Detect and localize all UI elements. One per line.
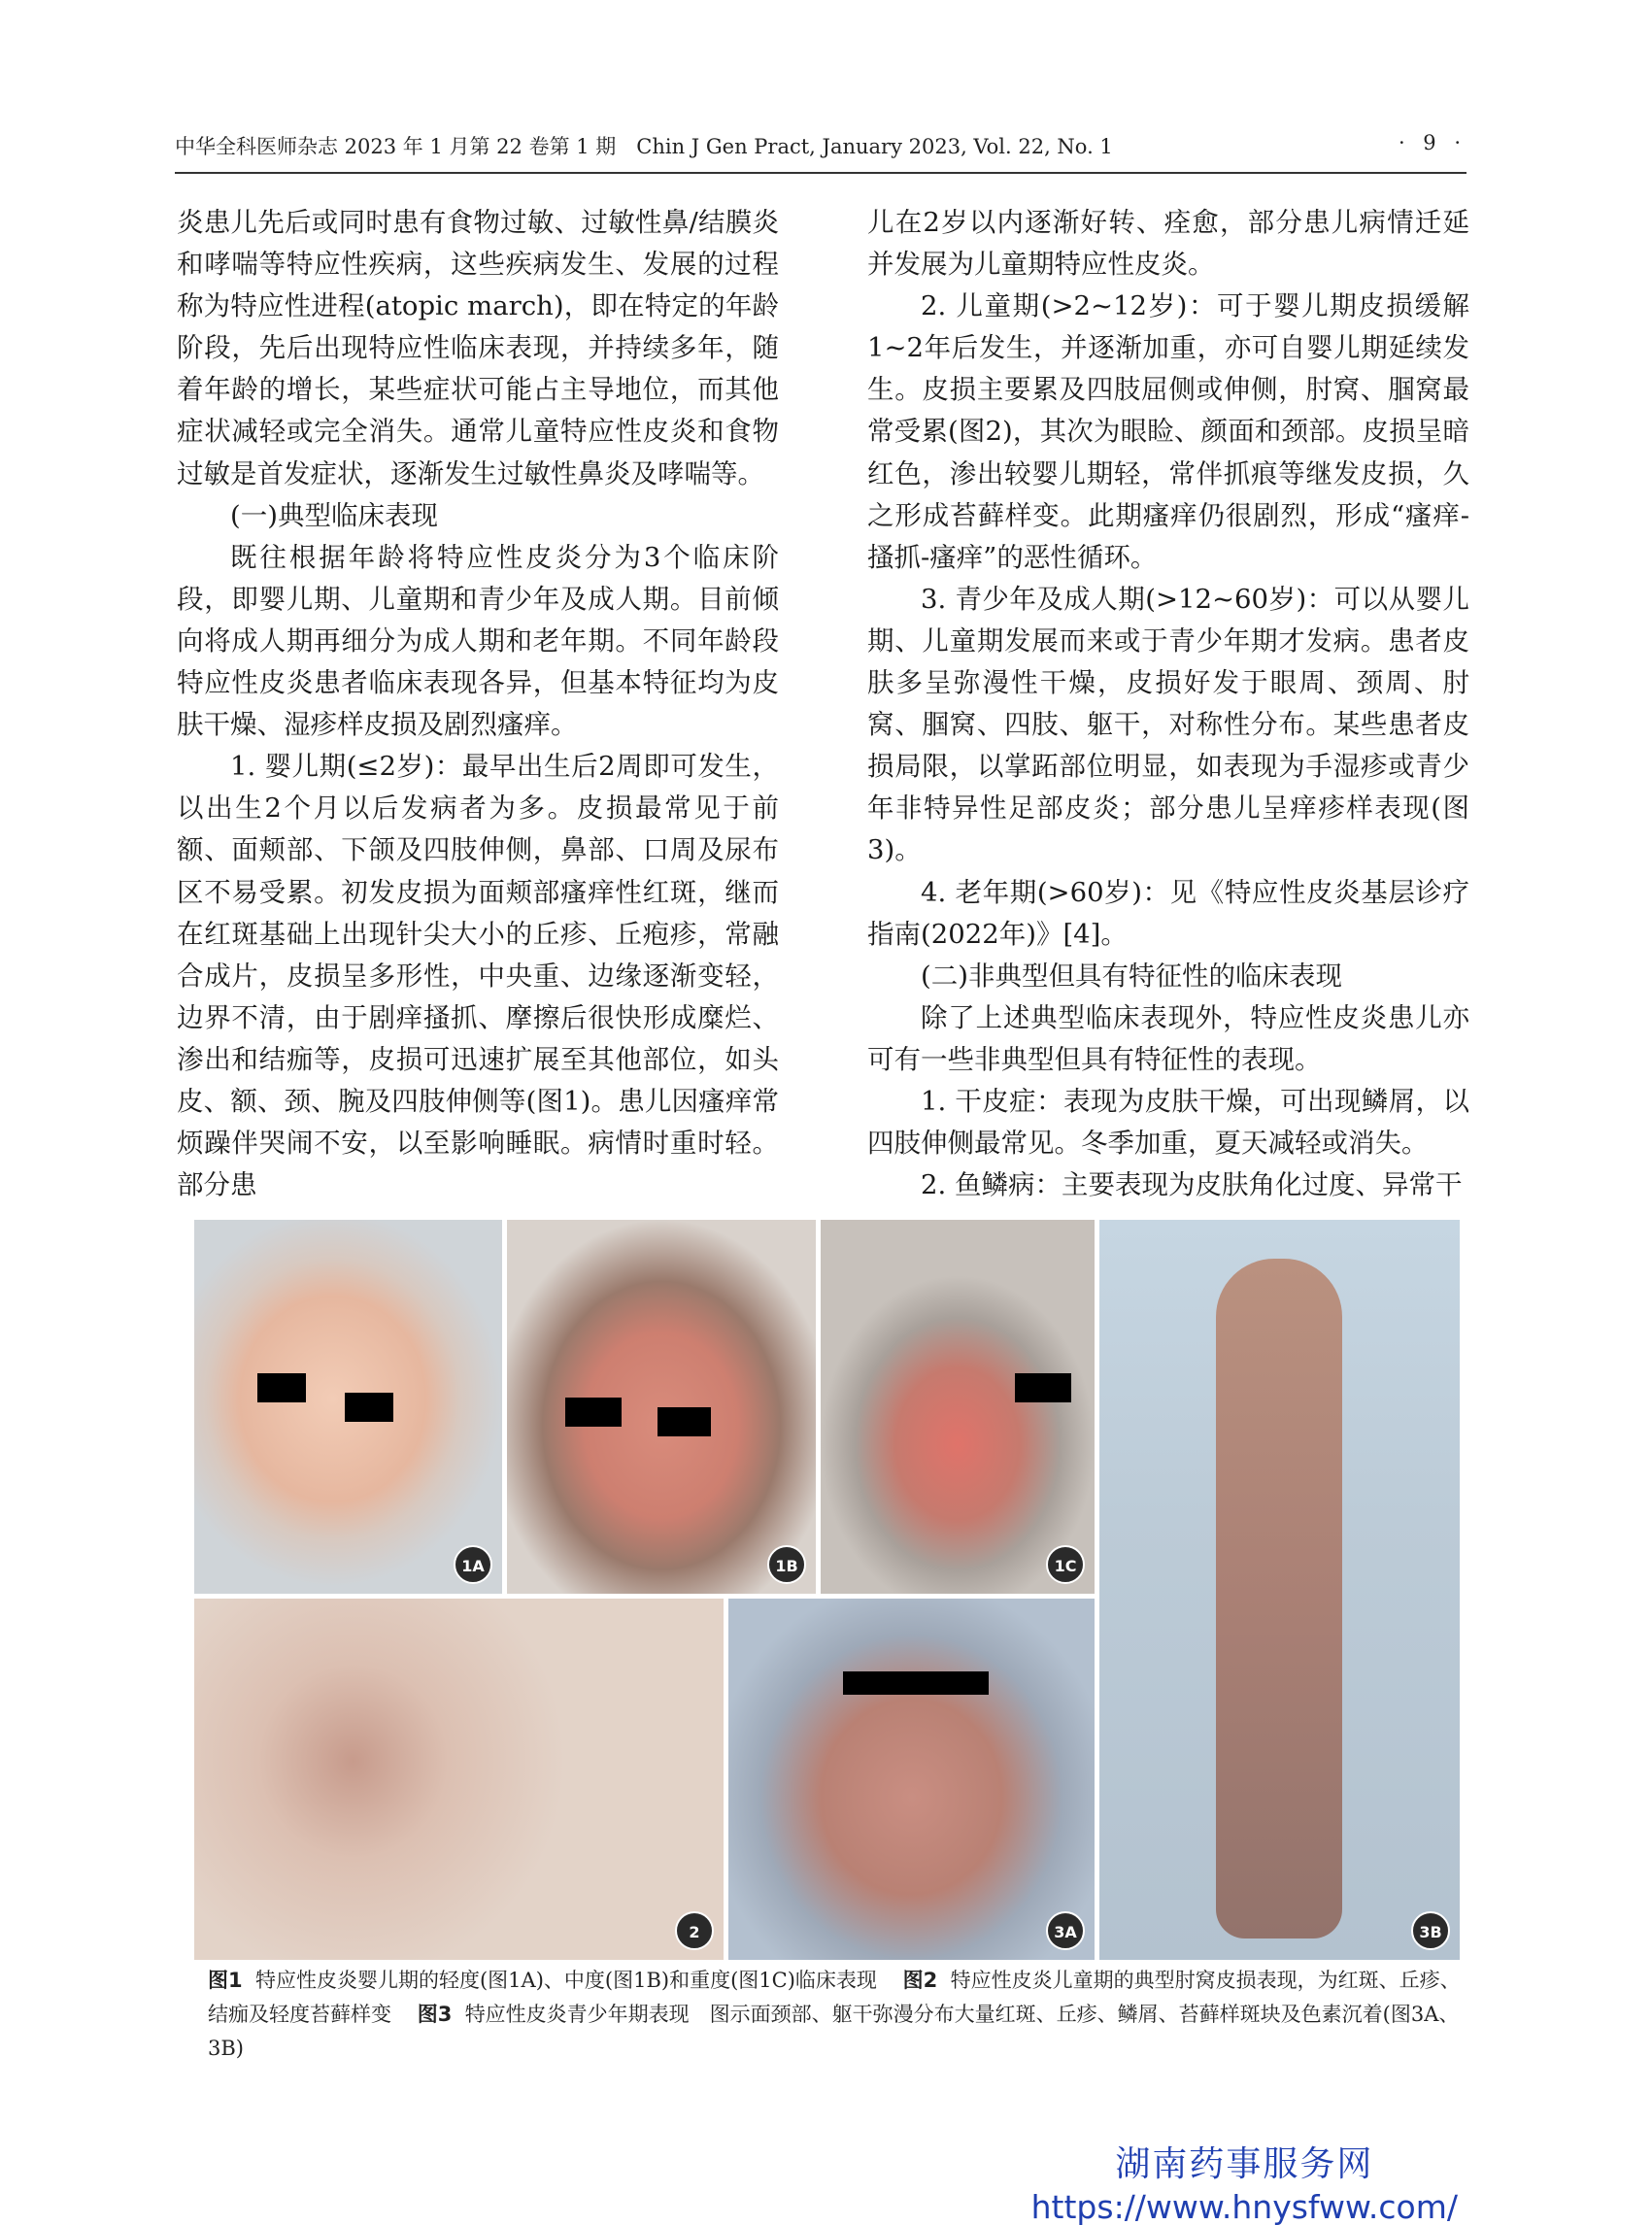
photo-1a <box>194 1220 502 1594</box>
paragraph: 炎患儿先后或同时患有食物过敏、过敏性鼻/结膜炎和哮喘等特应性疾病，这些疾病发生、发展的过程称为特应性进程(atopic march)，即在特定的年龄阶段，先后出现特应性临床表现，并持续多年，随着年龄的增长，某些症状可能占主导地位，而其他症状减轻或完全消失。通常儿童特应性皮炎和食物过敏是首发症状，逐渐发生过敏性鼻炎及哮喘等。 <box>177 207 779 489</box>
watermark-url[interactable]: https://www.hnysfww.com/ <box>1030 2188 1458 2225</box>
running-header <box>175 131 1467 166</box>
caption-fig2-title: 图2 <box>902 1969 938 1992</box>
paragraph: 1. 干皮症：表现为皮肤干燥，可出现鳞屑，以四肢伸侧最常见。冬季加重，夏天减轻或消失。 <box>867 1085 1469 1160</box>
panel-label: 3B <box>1411 1911 1450 1950</box>
paragraph: 既往根据年龄将特应性皮炎分为3个临床阶段，即婴儿期、儿童期和青少年及成人期。目前倾向将成人期再细分为成人期和老年期。不同年龄段特应性皮炎患者临床表现各异，但基本特征均为皮肤干燥、湿疹样皮损及剧烈瘙痒。 <box>177 541 779 741</box>
photo-3a <box>728 1599 1095 1960</box>
page-number: · 9 · <box>1398 131 1467 154</box>
panel-label: 3A <box>1046 1911 1085 1950</box>
right-column <box>867 202 1469 1206</box>
eye-censor-bar <box>345 1393 393 1422</box>
paragraph: 儿在2岁以内逐渐好转、痊愈，部分患儿病情迁延并发展为儿童期特应性皮炎。 <box>867 207 1469 281</box>
left-column <box>177 202 779 1206</box>
eye-censor-bar <box>843 1671 989 1695</box>
photo-3b <box>1099 1220 1460 1960</box>
clinical-figure <box>194 1220 1460 1960</box>
panel-label: 1A <box>454 1545 492 1584</box>
caption-fig3-title: 图3 <box>417 2003 453 2026</box>
photo-1c <box>821 1220 1095 1594</box>
header-divider <box>175 172 1467 174</box>
paragraph: 3. 青少年及成人期(>12~60岁)：可以从婴儿期、儿童期发展而来或于青少年期才发病。患者皮肤多呈弥漫性干燥，皮损好发于眼周、颈周、肘窝、腘窝、四肢、躯干，对称性分布。某些患者皮损局限，以掌跖部位明显，如表现为手湿疹或青少年非特异性足部皮炎；部分患儿呈痒疹样表现(图3)。 <box>867 583 1469 866</box>
eye-censor-bar <box>565 1398 622 1427</box>
eye-censor-bar <box>657 1407 711 1436</box>
panel-label: 2 <box>675 1911 714 1950</box>
section-heading: (一)典型临床表现 <box>230 499 438 531</box>
site-watermark <box>1031 2137 1458 2225</box>
caption-fig1-title: 图1 <box>208 1969 243 1992</box>
paragraph: 1. 婴儿期(≤2岁)：最早出生后2周即可发生，以出生2个月以后发病者为多。皮损最常见于前额、面颊部、下颌及四肢伸侧，鼻部、口周及尿布区不易受累。初发皮损为面颊部瘙痒性红斑，继而在红斑基础上出现针尖大小的丘疹、丘疱疹，常融合成片，皮损呈多形性，中央重、边缘逐渐变轻，边界不清，由于剧痒搔抓、摩擦后很快形成糜烂、渗出和结痂等，皮损可迅速扩展至其他部位，如头皮、额、颈、腕及四肢伸侧等(图1)。患儿因瘙痒常烦躁伴哭闹不安，以至影响睡眠。病情时重时轻。部分患 <box>177 751 779 1201</box>
paragraph: 2. 鱼鳞病：主要表现为皮肤角化过度、异常干 <box>921 1169 1463 1201</box>
watermark-site-name: 湖南药事服务网 <box>1115 2144 1374 2184</box>
paragraph: 4. 老年期(>60岁)：见《特应性皮炎基层诊疗指南(2022年)》[4]。 <box>867 876 1469 950</box>
journal-citation: 中华全科医师杂志 2023 年 1 月第 22 卷第 1 期 Chin J Gen Pract, January 2023, Vol. 22, No. 1 <box>175 135 1113 158</box>
photo-1b <box>507 1220 816 1594</box>
caption-fig1-text: 特应性皮炎婴儿期的轻度(图1A)、中度(图1B)和重度(图1C)临床表现 <box>254 1969 877 1992</box>
eye-censor-bar <box>1015 1373 1071 1402</box>
photo-2 <box>194 1599 724 1960</box>
section-heading: (二)非典型但具有特征性的临床表现 <box>921 960 1342 992</box>
caption-fig3-text: 特应性皮炎青少年期表现 图示面颈部、躯干弥漫分布大量红斑、丘疹、鳞屑、苔藓样斑块及色素沉着(图3A、3B) <box>208 2003 1460 2060</box>
panel-label: 1B <box>767 1545 806 1584</box>
figure-caption <box>208 1964 1461 2066</box>
caption-fig2-text: 特应性皮炎儿童期的典型肘窝皮损表现，为红斑、丘疹、结痂及轻度苔藓样变 <box>208 1969 1461 2026</box>
panel-label: 1C <box>1046 1545 1085 1584</box>
paragraph: 除了上述典型临床表现外，特应性皮炎患儿亦可有一些非典型但具有特征性的表现。 <box>867 1001 1469 1075</box>
body-silhouette <box>1216 1259 1342 1938</box>
eye-censor-bar <box>257 1373 306 1402</box>
paragraph: 2. 儿童期(>2~12岁)：可于婴儿期皮损缓解1~2年后发生，并逐渐加重，亦可自婴儿期延续发生。皮损主要累及四肢屈侧或伸侧，肘窝、腘窝最常受累(图2)，其次为眼睑、颜面和颈部。皮损呈暗红色，渗出较婴儿期轻，常伴抓痕等继发皮损，久之形成苔藓样变。此期瘙痒仍很剧烈，形成“瘙痒-搔抓-瘙痒”的恶性循环。 <box>867 290 1469 573</box>
